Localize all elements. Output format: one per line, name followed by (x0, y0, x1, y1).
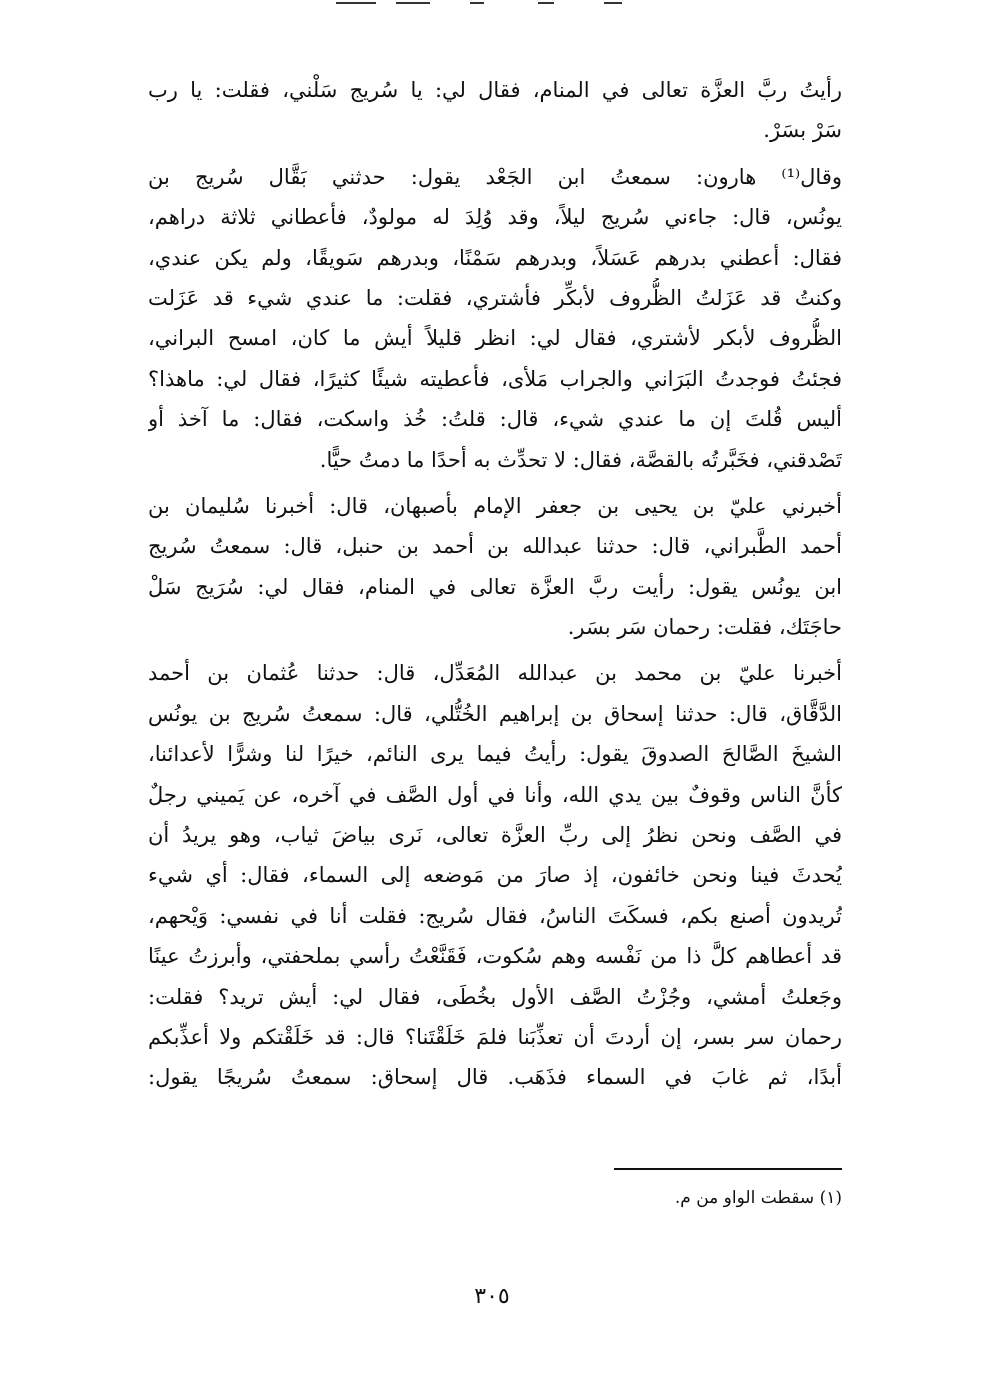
top-mark (470, 2, 484, 4)
footnote-divider (614, 1168, 842, 1170)
top-mark (604, 2, 622, 4)
text-line: فقال: أعطني بدرهم عَسَلاً، وبدرهم سَمْنًا، وبدرهم سَويقًا، ولم يكن عندي، (148, 245, 842, 270)
paragraph (148, 486, 842, 648)
page-body (148, 70, 842, 1104)
text-line: قد أعطاهم كلَّ ذا من نَفْسه وهم سُكوت، فَقَنَّعْتُ رأسي بملحفتي، وأبرزتُ عينًا (148, 944, 842, 969)
text-line: وقال⁽¹⁾ هارون: سمعتُ ابن الجَعْد يقول: حدثني بَقَّال سُريج بن (148, 164, 842, 189)
text-line: أبدًا، ثم غابَ في السماء فذَهَب. قال إسحاق: سمعتُ سُريجًا يقول: (148, 1065, 842, 1090)
text-line: فجئتُ فوجدتُ البَرَاني والجراب مَلأى، فأعطيته شيئًا كثيرًا، فقال لي: ماهذا؟ (148, 366, 842, 391)
top-mark (336, 2, 376, 4)
text-line: أخبرني عليّ بن يحيى بن جعفر الإمام بأصبهان، قال: أخبرنا سُليمان بن (148, 493, 842, 518)
text-line: تَصْدقني، فخَبَّرتُه بالقصَّة، فقال: لا تحدِّث به أحدًا ما دمتُ حيًّا. (319, 447, 842, 472)
text-line: أحمد الطَّبراني، قال: حدثنا عبدالله بن أحمد بن حنبل، قال: سمعتُ سُريج (148, 534, 842, 559)
paragraph (148, 70, 842, 151)
text-line: الظُّروف لأبكر لأشتري، فقال لي: انظر قليلاً أيش ما كان، امسح البراني، (148, 326, 842, 351)
top-scan-marks (0, 0, 984, 14)
text-line: أخبرنا عليّ بن محمد بن عبدالله المُعَدِّل، قال: حدثنا عُثمان بن أحمد (148, 661, 842, 686)
text-line: الدَّقَّاق، قال: حدثنا إسحاق بن إبراهيم الخُتُّلي، قال: سمعتُ سُريج بن يونُس (148, 701, 842, 726)
page-number: ٣٠٥ (474, 1284, 510, 1309)
top-mark (396, 2, 430, 4)
text-line: الشيخَ الصَّالحَ الصدوقَ يقول: رأيتُ فيما يرى النائم، خيرًا لنا وشرًّا لأعدائنا، (148, 742, 842, 767)
text-line: في الصَّف ونحن نظرُ إلى ربِّ العزَّة تعالى، نَرى بياضَ ثياب، وهو يريدُ أن (148, 823, 842, 848)
text-line: ابن يونُس يقول: رأيت ربَّ العزَّة تعالى في المنام، فقال لي: سُرَيج سَلْ (148, 574, 842, 599)
text-line: وجَعلتُ أمشي، وجُزْتُ الصَّف الأول بخُطَى، فقال لي: أيش تريد؟ فقلت: (148, 984, 842, 1009)
paragraph (148, 653, 842, 1097)
text-line: وكنتُ قد عَزَلتُ الظُّروف لأبكِّر فأشتري، فقلت: ما عندي شيء قد عَزَلت (148, 285, 842, 310)
paragraph (148, 157, 842, 480)
text-line: رحمان سر بسر، إن أردتَ أن تعذِّبَنا فلمَ خَلَقْتَنا؟ قال: قد خَلَقْتكم ولا أعذِّبكم (148, 1024, 842, 1049)
text-line: كأنَّ الناس وقوفٌ بين يدي الله، وأنا في أول الصَّف في آخره، عن يَميني رجلٌ (148, 782, 842, 807)
text-line: حاجَتَك، فقلت: رحمان سَر بسَر. (567, 615, 842, 640)
text-line: رأيتُ ربَّ العزَّة تعالى في المنام، فقال لي: يا سُريج سَلْني، فقلت: يا رب (148, 78, 842, 102)
footnote: (١) سقطت الواو من م. (674, 1188, 842, 1208)
text-line: تُريدون أصنع بكم، فسكَتَ الناسُ، فقال سُريج: فقلت أنا في نفسي: وَيْحهم، (148, 903, 842, 928)
text-line: يُحدثَ فينا ونحن خائفون، إذ صارَ من مَوضعه إلى السماء، فقال: أي شيء (148, 863, 842, 888)
text-line: سَرْ بسَرْ. (763, 118, 842, 143)
text-line: يونُس، قال: جاءني سُريج ليلاً، وقد وُلِدَ له مولودٌ، فأعطاني ثلاثة دراهم، (148, 205, 842, 230)
text-line: أليس قُلتَ إن ما عندي شيء، قال: قلتُ: خُذ واسكت، فقال: ما آخذ أو (148, 407, 842, 432)
top-mark (538, 2, 554, 4)
